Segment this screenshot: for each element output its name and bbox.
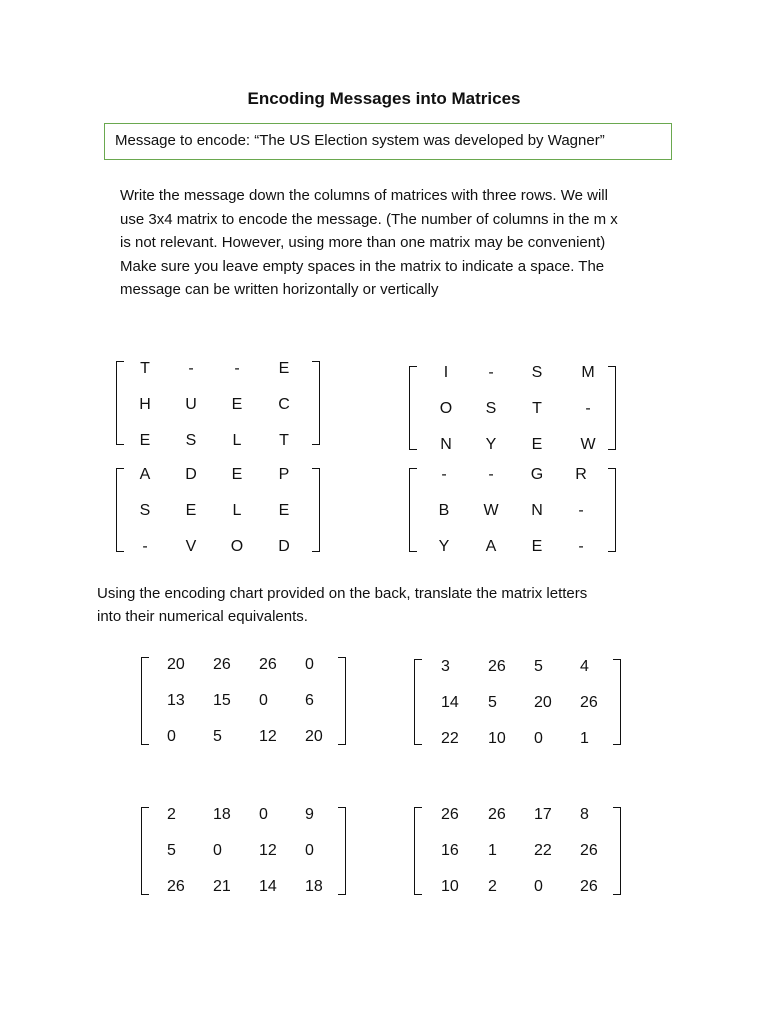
matrix-cell: B [438,502,450,519]
bracket-right [338,657,346,745]
matrix-cell: C [278,396,290,413]
matrix-cell: S [485,400,497,417]
bracket-left [141,807,149,895]
bracket-right [608,468,616,552]
matrix-cell: 26 [580,878,598,895]
matrix-cell: L [232,432,242,449]
matrix-cell: 20 [305,728,323,745]
matrix-cell: V [185,538,197,555]
matrix-cell: 5 [167,842,176,859]
matrix-cell: G [530,466,544,483]
matrix-cell: E [278,360,290,377]
bracket-right [613,807,621,895]
matrix-cell: 26 [213,656,231,673]
matrix-cell: 26 [580,842,598,859]
matrix-cell: E [139,432,151,449]
matrix-cell: 20 [167,656,185,673]
bracket-right [608,366,616,450]
page-title: Encoding Messages into Matrices [247,89,521,108]
instructions-line: Make sure you leave empty spaces in the matrix to indicate a space. The [120,257,605,275]
matrix-cell: A [139,466,151,483]
matrix-cell: 26 [580,694,598,711]
matrix-cell: M [581,364,595,381]
matrix-cell: 10 [441,878,459,895]
matrix-cell: I [443,364,449,381]
matrix-cell: 0 [305,842,314,859]
instructions-line: use 3x4 matrix to encode the message. (The number of columns in the m x [120,210,618,228]
matrix-cell: 18 [213,806,231,823]
matrix-cell: T [532,400,542,417]
bracket-right [338,807,346,895]
letter-matrix-1 [116,360,320,449]
matrix-cell: E [231,466,243,483]
matrix-cell: W [580,436,596,453]
matrix-cell: E [231,396,243,413]
matrix-cell: 26 [259,656,277,673]
matrix-cell: 2 [167,806,176,823]
matrix-cell: A [485,538,497,555]
matrix-cell: S [531,364,543,381]
matrix-cell: 4 [580,658,589,675]
bracket-right [312,468,320,552]
matrix-cell: T [140,360,150,377]
instructions-line: Write the message down the columns of matrices with three rows. We will [120,187,608,204]
matrix-cell: 26 [441,806,459,823]
matrix-cell: O [439,400,453,417]
translate-paragraph [97,582,697,628]
matrix-cell: - [488,466,494,483]
instructions-paragraph [120,184,680,302]
translate-line: Using the encoding chart provided on the back, translate the matrix letters [97,585,588,602]
matrix-cell: N [531,502,543,519]
matrix-cell: 26 [167,878,185,895]
bracket-left [116,468,124,552]
matrix-cell: T [279,432,289,449]
message-box: Message to encode: “The US Election system was developed by Wagner” [104,123,672,160]
matrix-cell: 13 [167,692,185,709]
matrix-cell: Y [438,538,450,555]
matrix-cell: 3 [441,658,450,675]
matrix-cell: H [139,396,151,413]
matrix-cell: 0 [213,842,222,859]
matrix-cell: N [440,436,452,453]
matrix-cell: 1 [488,842,497,859]
matrix-cell: - [488,364,494,381]
matrix-cell: E [531,538,543,555]
matrix-cell: S [185,432,197,449]
matrix-cell: 2 [488,878,497,895]
bracket-left [116,361,124,445]
matrix-cell: P [278,466,290,483]
instructions-line: message can be written horizontally or vertically [120,281,439,298]
number-matrix-4 [414,807,621,895]
matrix-cell: 5 [213,728,222,745]
matrix-cell: 0 [534,730,543,747]
matrix-cell: O [230,538,244,555]
matrix-cell: 14 [441,694,459,711]
matrix-cell: 0 [259,692,268,709]
matrix-cell: 0 [305,656,314,673]
matrix-cell: S [139,502,151,519]
bracket-right [312,361,320,445]
matrix-cell: D [278,538,290,555]
matrix-cell: 22 [534,842,552,859]
number-matrix-3 [141,807,346,895]
matrix-cell: 0 [534,878,543,895]
number-matrix-2 [414,659,621,745]
translate-line: into their numerical equivalents. [97,608,308,625]
matrix-cell: 5 [534,658,543,675]
matrix-cell: - [578,538,584,555]
matrix-cell: 15 [213,692,231,709]
matrix-cell: 1 [580,730,589,747]
matrix-cell: D [185,466,197,483]
bracket-left [414,659,422,745]
matrix-cell: 10 [488,730,506,747]
matrix-cell: 18 [305,878,323,895]
bracket-left [409,468,417,552]
bracket-left [414,807,422,895]
matrix-cell: E [531,436,543,453]
matrix-cell: 6 [305,692,314,709]
matrix-cell: - [142,538,148,555]
matrix-cell: R [575,466,587,483]
matrix-cell: 9 [305,806,314,823]
matrix-cell: - [441,466,447,483]
matrix-cell: - [188,360,194,377]
matrix-cell: 12 [259,728,277,745]
matrix-cell: 26 [488,658,506,675]
matrix-cell: 14 [259,878,277,895]
matrix-cell: 22 [441,730,459,747]
matrix-cell: 26 [488,806,506,823]
matrix-cell: 5 [488,694,497,711]
bracket-left [409,366,417,450]
matrix-cell: 17 [534,806,552,823]
matrix-cell: 16 [441,842,459,859]
matrix-cell: - [585,400,591,417]
instructions-line: is not relevant. However, using more than one matrix may be convenient) [120,234,606,251]
matrix-cell: Y [485,436,497,453]
matrix-cell: L [232,502,242,519]
number-matrix-1 [141,657,346,745]
matrix-cell: W [483,502,499,519]
bracket-left [141,657,149,745]
matrix-cell: 21 [213,878,231,895]
matrix-cell: 8 [580,806,589,823]
matrix-cell: 0 [259,806,268,823]
matrix-cell: E [278,502,290,519]
matrix-cell: 20 [534,694,552,711]
matrix-cell: - [234,360,240,377]
letter-matrix-4 [409,466,616,555]
letter-matrix-2 [409,364,616,453]
matrix-cell: U [185,396,197,413]
matrix-cell: 0 [167,728,176,745]
matrix-cell: E [185,502,197,519]
matrix-cell: - [578,502,584,519]
letter-matrix-3 [116,466,320,555]
bracket-right [613,659,621,745]
matrix-cell: 12 [259,842,277,859]
